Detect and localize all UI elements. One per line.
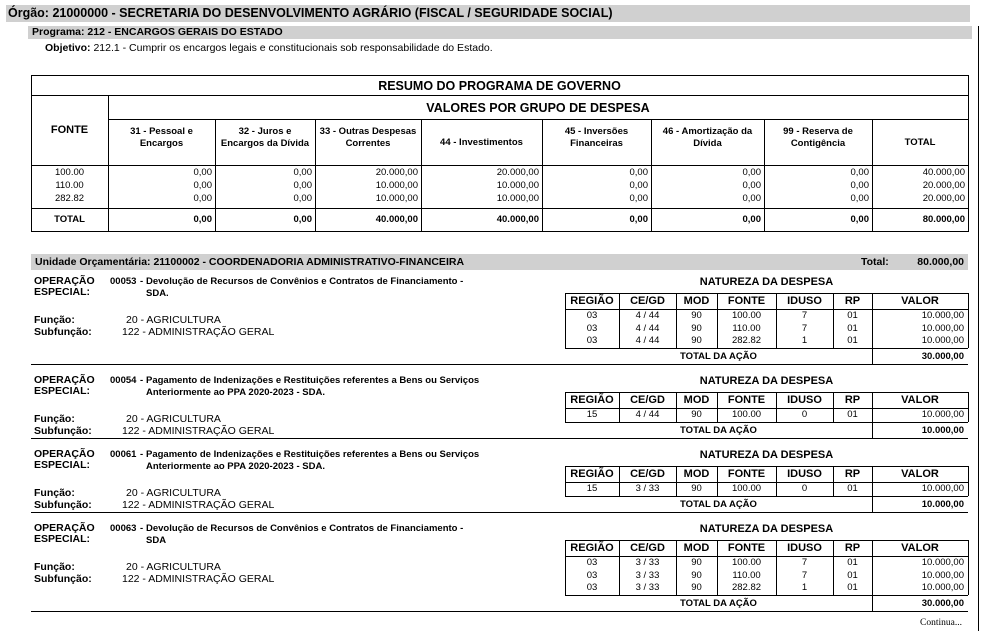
nat-cell: 03 — [586, 582, 598, 593]
nat-cell: 3 / 33 — [635, 569, 660, 581]
resumo-col-header: 45 - Inversões Financeiras — [564, 126, 629, 149]
nat-col-header: CE/GD — [630, 468, 665, 480]
operacao-code: 00063 — [110, 523, 137, 534]
nat-col-header: RP — [844, 394, 861, 406]
nat-cell: 3 / 33 — [635, 557, 660, 568]
nat-cell: 100.00 — [731, 409, 762, 420]
unidade-total-label: Total: — [861, 256, 889, 268]
operacao-code: 00054 — [110, 375, 137, 386]
nat-cell: 01 — [847, 310, 858, 321]
total-acao-value: 30.000,00 — [921, 597, 964, 609]
funcao-label: Função: — [34, 413, 75, 425]
resumo-value-cell: 0,00 — [629, 167, 648, 178]
operacao-label: OPERAÇÃO — [34, 448, 95, 460]
operacao-desc-line2: SDA — [146, 535, 167, 546]
nat-body-bottom — [565, 496, 968, 497]
resumo-value-cell: 0,00 — [293, 180, 312, 191]
natureza-title: NATUREZA DA DESPESA — [699, 375, 834, 387]
resumo-value-cell: 0,00 — [193, 193, 212, 204]
nat-col-header: CE/GD — [630, 542, 665, 554]
operacao-dash: - — [140, 523, 144, 534]
total-acao-value: 10.000,00 — [921, 498, 964, 510]
resumo-col-header: 32 - Juros e Encargos da Dívida — [220, 126, 310, 149]
nat-cell: 03 — [586, 569, 598, 581]
resumo-col-header: 44 - Investimentos — [440, 137, 523, 148]
resumo-value-cell: 0,00 — [850, 193, 869, 204]
operacao-desc-line2: Anteriormente ao PPA 2020-2023 - SDA. — [146, 387, 325, 398]
nat-cell: 4 / 44 — [635, 335, 660, 346]
total-acao-label: TOTAL DA AÇÃO — [680, 498, 757, 510]
resumo-total-cell: 40.000,00 — [496, 214, 539, 225]
especial-label: ESPECIAL: — [34, 385, 91, 397]
resumo-value-cell: 10.000,00 — [496, 180, 539, 191]
total-acao-rule — [872, 496, 873, 512]
resumo-total-cell: 0,00 — [193, 214, 212, 225]
nat-cell: 4 / 44 — [635, 310, 660, 321]
nat-valor-cell: 10.000,00 — [921, 557, 964, 568]
objetivo-line — [45, 42, 493, 54]
operacao-code: 00053 — [110, 276, 137, 287]
nat-cell: 90 — [691, 335, 702, 346]
resumo-value-cell: 0,00 — [742, 167, 761, 178]
nat-col-header: RP — [844, 542, 861, 554]
resumo-title: RESUMO DO PROGRAMA DE GOVERNO — [378, 79, 621, 93]
nat-cell: 03 — [586, 335, 598, 346]
resumo-value-cell: 0,00 — [742, 180, 761, 191]
nat-cell: 0 — [801, 409, 808, 420]
resumo-fonte-cell: 100.00 — [54, 167, 85, 178]
nat-cell: 3 / 33 — [635, 483, 660, 494]
nat-cell: 90 — [691, 582, 702, 593]
nat-col-rule — [968, 466, 969, 496]
objetivo-label: Objetivo: — [45, 42, 91, 54]
nat-valor-cell: 10.000,00 — [921, 483, 964, 494]
funcao-value: 20 - AGRICULTURA — [126, 561, 221, 573]
total-acao-label: TOTAL DA AÇÃO — [680, 424, 757, 436]
nat-valor-cell: 10.000,00 — [921, 335, 964, 346]
nat-header-top — [565, 466, 968, 467]
especial-label: ESPECIAL: — [34, 533, 91, 545]
nat-col-header: REGIÃO — [570, 295, 614, 307]
nat-header-top — [565, 540, 968, 541]
nat-col-rule — [968, 392, 969, 422]
nat-col-rule — [968, 540, 969, 595]
nat-cell: 15 — [586, 483, 598, 494]
funcao-label: Função: — [34, 561, 75, 573]
nat-col-header: IDUSO — [787, 295, 822, 307]
resumo-total-label: TOTAL — [54, 214, 85, 225]
resumo-value-cell: 40.000,00 — [922, 167, 965, 178]
resumo-total-cell: 0,00 — [293, 214, 312, 225]
funcao-value: 20 - AGRICULTURA — [126, 314, 221, 326]
resumo-col-header: TOTAL — [904, 137, 936, 148]
nat-col-header: CE/GD — [630, 394, 665, 406]
operacao-desc-line1: Pagamento de Indenizações e Restituições referentes a Bens ou Serviços — [146, 375, 480, 386]
nat-body-bottom — [565, 422, 968, 423]
nat-col-header: REGIÃO — [570, 468, 614, 480]
resumo-value-cell: 0,00 — [629, 180, 648, 191]
operacao-desc-line2: Anteriormente ao PPA 2020-2023 - SDA. — [146, 461, 325, 472]
operacao-dash: - — [140, 449, 144, 460]
operacao-dash: - — [140, 375, 144, 386]
programa-title: Programa: 212 - ENCARGOS GERAIS DO ESTADO — [32, 26, 283, 38]
resumo-value-cell: 0,00 — [742, 193, 761, 204]
unidade-bar — [31, 254, 968, 270]
resumo-value-cell: 0,00 — [193, 180, 212, 191]
nat-valor-cell: 10.000,00 — [921, 582, 964, 593]
programa-bar — [28, 26, 972, 39]
nat-cell: 90 — [691, 569, 702, 581]
nat-col-header: VALOR — [901, 542, 939, 554]
nat-cell: 110.00 — [732, 322, 761, 334]
nat-col-header: FONTE — [727, 468, 766, 480]
nat-cell: 01 — [847, 569, 858, 581]
nat-col-header: MOD — [683, 542, 710, 554]
total-acao-label: TOTAL DA AÇÃO — [680, 350, 757, 362]
nat-col-header: VALOR — [901, 394, 939, 406]
nat-cell: 01 — [847, 582, 858, 593]
nat-cell: 01 — [847, 483, 858, 494]
total-acao-rule — [872, 348, 873, 364]
resumo-value-cell: 20.000,00 — [922, 193, 965, 204]
resumo-value-cell: 20.000,00 — [375, 167, 418, 178]
nat-col-header: VALOR — [901, 295, 939, 307]
total-acao-value: 30.000,00 — [921, 350, 964, 362]
total-acao-rule — [872, 422, 873, 438]
nat-cell: 01 — [847, 335, 858, 346]
resumo-col-header: 99 - Reserva de Contigência — [783, 126, 853, 149]
resumo-value-cell: 0,00 — [293, 167, 312, 178]
resumo-col-header: 31 - Pessoal e Encargos — [130, 126, 193, 149]
resumo-col-header: 33 - Outras Despesas Correntes — [319, 126, 417, 149]
op-separator — [31, 438, 968, 439]
total-acao-rule — [872, 595, 873, 611]
nat-cell: 90 — [691, 483, 702, 494]
nat-valor-cell: 10.000,00 — [921, 569, 964, 581]
operacao-label: OPERAÇÃO — [34, 374, 95, 386]
nat-col-header: IDUSO — [787, 542, 822, 554]
subfuncao-label: Subfunção: — [34, 326, 92, 338]
natureza-title: NATUREZA DA DESPESA — [699, 276, 834, 288]
resumo-value-cell: 10.000,00 — [496, 193, 539, 204]
subfuncao-value: 122 - ADMINISTRAÇÃO GERAL — [122, 326, 275, 338]
nat-valor-cell: 10.000,00 — [921, 409, 964, 420]
nat-col-header: RP — [844, 468, 861, 480]
resumo-fonte-cell: 110.00 — [55, 180, 84, 191]
nat-header-top — [565, 392, 968, 393]
nat-col-header: MOD — [683, 468, 710, 480]
nat-col-header: FONTE — [727, 542, 766, 554]
nat-valor-cell: 10.000,00 — [921, 310, 964, 321]
nat-cell: 4 / 44 — [635, 409, 660, 420]
resumo-total-cell: 80.000,00 — [922, 214, 965, 225]
unidade-total-value: 80.000,00 — [917, 256, 964, 268]
especial-label: ESPECIAL: — [34, 286, 91, 298]
objetivo-text: 212.1 - Cumprir os encargos legais e constitucionais sob responsabilidade do Estado. — [93, 42, 493, 54]
resumo-value-cell: 10.000,00 — [375, 193, 418, 204]
nat-col-header: FONTE — [727, 394, 766, 406]
especial-label: ESPECIAL: — [34, 459, 91, 471]
resumo-total-cell: 40.000,00 — [375, 214, 418, 225]
orgao-bar — [6, 5, 970, 22]
nat-cell: 4 / 44 — [635, 322, 660, 334]
operacao-dash: - — [140, 276, 144, 287]
nat-col-header: REGIÃO — [570, 542, 614, 554]
nat-cell: 7 — [801, 569, 808, 581]
resumo-value-cell: 0,00 — [850, 167, 869, 178]
subfuncao-label: Subfunção: — [34, 425, 92, 437]
subfuncao-label: Subfunção: — [34, 573, 92, 585]
op-separator — [31, 611, 968, 612]
nat-cell: 03 — [586, 310, 598, 321]
nat-cell: 1 — [801, 582, 808, 593]
nat-col-header: VALOR — [901, 468, 939, 480]
nat-cell: 3 / 33 — [635, 582, 660, 593]
op-separator — [31, 364, 968, 365]
nat-body-bottom — [565, 595, 968, 596]
operacao-label: OPERAÇÃO — [34, 275, 95, 287]
nat-cell: 7 — [801, 557, 808, 568]
subfuncao-value: 122 - ADMINISTRAÇÃO GERAL — [122, 425, 275, 437]
funcao-label: Função: — [34, 314, 75, 326]
natureza-title: NATUREZA DA DESPESA — [699, 523, 834, 535]
operacao-code: 00061 — [110, 449, 137, 460]
resumo-value-cell: 0,00 — [293, 193, 312, 204]
funcao-value: 20 - AGRICULTURA — [126, 413, 221, 425]
op-separator — [31, 512, 968, 513]
nat-cell: 90 — [691, 322, 702, 334]
nat-cell: 15 — [586, 409, 598, 420]
natureza-title: NATUREZA DA DESPESA — [699, 449, 834, 461]
operacao-desc-line1: Devolução de Recursos de Convênios e Contratos de Financiamento - — [146, 523, 464, 534]
right-margin-rule — [978, 26, 979, 631]
nat-col-header: REGIÃO — [570, 394, 614, 406]
subfuncao-value: 122 - ADMINISTRAÇÃO GERAL — [122, 573, 275, 585]
nat-cell: 110.00 — [732, 569, 761, 581]
nat-cell: 90 — [691, 557, 702, 568]
nat-header-top — [565, 293, 968, 294]
subfuncao-label: Subfunção: — [34, 499, 92, 511]
nat-cell: 7 — [801, 322, 808, 334]
nat-cell: 100.00 — [731, 557, 762, 568]
nat-cell: 03 — [586, 557, 598, 568]
nat-cell: 90 — [691, 409, 702, 420]
nat-col-header: FONTE — [727, 295, 766, 307]
nat-col-header: MOD — [683, 295, 710, 307]
resumo-value-cell: 0,00 — [629, 193, 648, 204]
nat-cell: 01 — [847, 322, 858, 334]
resumo-value-cell: 0,00 — [850, 180, 869, 191]
nat-cell: 0 — [801, 483, 808, 494]
nat-cell: 7 — [801, 310, 808, 321]
nat-cell: 100.00 — [731, 483, 762, 494]
nat-cell: 282.82 — [731, 335, 762, 346]
nat-body-bottom — [565, 348, 968, 349]
fonte-header: FONTE — [50, 124, 89, 136]
nat-cell: 282.82 — [731, 582, 762, 593]
resumo-value-cell: 20.000,00 — [496, 167, 539, 178]
nat-cell: 100.00 — [731, 310, 762, 321]
subfuncao-value: 122 - ADMINISTRAÇÃO GERAL — [122, 499, 275, 511]
resumo-value-cell: 0,00 — [193, 167, 212, 178]
resumo-total-cell: 0,00 — [850, 214, 869, 225]
resumo-subtitle: VALORES POR GRUPO DE DESPESA — [426, 101, 650, 115]
nat-cell: 1 — [801, 335, 808, 346]
resumo-value-cell: 20.000,00 — [922, 180, 965, 191]
funcao-label: Função: — [34, 487, 75, 499]
resumo-total-cell: 0,00 — [629, 214, 648, 225]
operacao-label: OPERAÇÃO — [34, 522, 95, 534]
continua-note: Continua... — [920, 618, 962, 628]
operacao-desc-line1: Devolução de Recursos de Convênios e Contratos de Financiamento - — [146, 276, 464, 287]
funcao-value: 20 - AGRICULTURA — [126, 487, 221, 499]
nat-col-header: IDUSO — [787, 394, 822, 406]
nat-col-header: MOD — [683, 394, 710, 406]
nat-col-rule — [968, 293, 969, 348]
nat-cell: 03 — [586, 322, 598, 334]
operacao-desc-line2: SDA. — [146, 288, 169, 299]
nat-col-header: RP — [844, 295, 861, 307]
nat-col-header: CE/GD — [630, 295, 665, 307]
resumo-col-header: 46 - Amortização da Dívida — [662, 126, 753, 149]
unidade-label: Unidade Orçamentária: 21100002 - COORDENADORIA ADMINISTRATIVO-FINANCEIRA — [35, 256, 465, 268]
resumo-total-cell: 0,00 — [742, 214, 761, 225]
nat-cell: 01 — [847, 557, 858, 568]
resumo-fonte-cell: 282.82 — [54, 193, 85, 204]
nat-cell: 90 — [691, 310, 702, 321]
resumo-value-cell: 10.000,00 — [375, 180, 418, 191]
total-acao-label: TOTAL DA AÇÃO — [680, 597, 757, 609]
nat-col-header: IDUSO — [787, 468, 822, 480]
total-acao-value: 10.000,00 — [921, 424, 964, 436]
nat-cell: 01 — [847, 409, 858, 420]
orgao-title: Órgão: 21000000 - SECRETARIA DO DESENVOLVIMENTO AGRÁRIO (FISCAL / SEGURIDADE SOCIAL) — [8, 6, 613, 20]
operacao-desc-line1: Pagamento de Indenizações e Restituições referentes a Bens ou Serviços — [146, 449, 480, 460]
nat-valor-cell: 10.000,00 — [921, 322, 964, 334]
